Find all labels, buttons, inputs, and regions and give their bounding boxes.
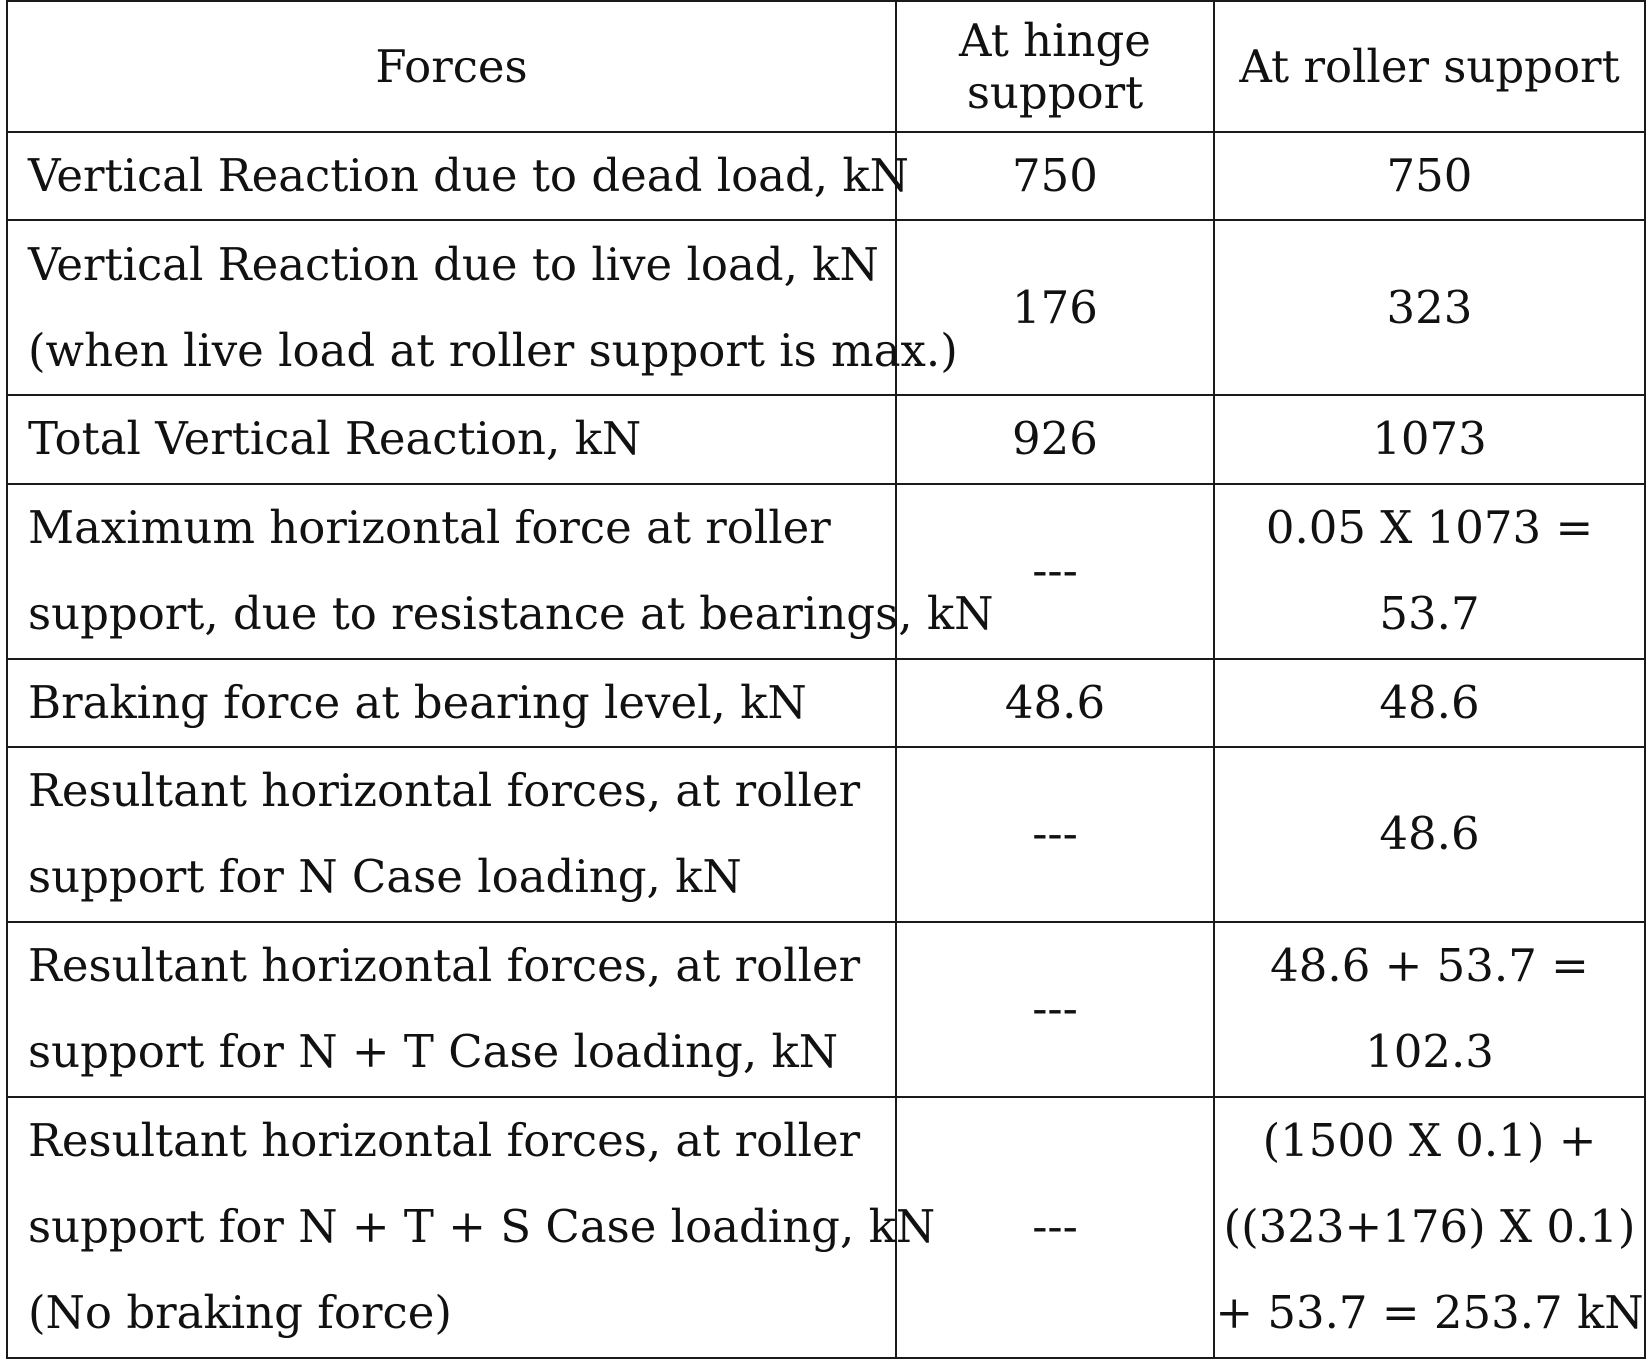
- table-row: [7, 220, 1645, 395]
- header-hinge-line-1: At hinge: [959, 13, 1151, 67]
- force-label-cell: [7, 1097, 936, 1358]
- header-row: [7, 1, 1645, 132]
- force-label: support for N + T Case loading, kN: [28, 1025, 839, 1079]
- table-row: [7, 1097, 1645, 1358]
- force-label: support for N + T + S Case loading, kN: [28, 1200, 936, 1254]
- roller-value-cell: [1214, 220, 1645, 395]
- force-label-cell: [7, 659, 896, 747]
- roller-value: 102.3: [1365, 1025, 1494, 1079]
- table-header: [7, 1, 1645, 132]
- force-label: Resultant horizontal forces, at roller: [28, 939, 861, 993]
- hinge-value-cell: [896, 922, 1214, 1097]
- hinge-value-cell: [896, 659, 1214, 747]
- roller-value: 53.7: [1379, 587, 1480, 641]
- roller-value: 750: [1386, 149, 1473, 203]
- header-forces: [7, 1, 896, 132]
- roller-value: + 53.7 = 253.7 kN: [1215, 1286, 1644, 1340]
- force-label-cell: [7, 395, 896, 483]
- roller-value-cell: [1214, 747, 1645, 922]
- header-hinge-support: [896, 1, 1214, 132]
- roller-value: (1500 X 0.1) +: [1262, 1114, 1597, 1168]
- hinge-value: 48.6: [1004, 675, 1106, 729]
- force-label-note: (when live load at roller support is max.): [28, 323, 958, 377]
- hinge-value: 750: [1012, 149, 1098, 203]
- hinge-value: 176: [1012, 280, 1098, 334]
- force-label-cell: [7, 747, 896, 922]
- hinge-value-cell: [896, 132, 1214, 220]
- force-label: Resultant horizontal forces, at roller: [28, 1114, 861, 1168]
- table-row: [7, 132, 1645, 220]
- hinge-value-cell: [896, 747, 1214, 922]
- force-label-note: (No braking force): [28, 1286, 452, 1340]
- header-roller-support: [1214, 1, 1645, 132]
- force-label: support, due to resistance at bearings, kN: [28, 587, 994, 641]
- forces-table: [6, 0, 1646, 1359]
- force-label-cell: [7, 484, 994, 659]
- force-label-cell: [7, 220, 958, 395]
- roller-value: 48.6 + 53.7 =: [1270, 939, 1589, 993]
- force-label: Braking force at bearing level, kN: [28, 675, 807, 729]
- roller-value-cell: [1214, 484, 1645, 659]
- roller-value: ((323+176) X 0.1): [1223, 1200, 1636, 1254]
- table-row: [7, 747, 1645, 922]
- roller-value-cell: [1214, 922, 1645, 1097]
- force-label: Maximum horizontal force at roller: [28, 501, 831, 555]
- roller-value: 1073: [1372, 412, 1487, 466]
- roller-value-cell: [1214, 132, 1645, 220]
- force-label-cell: [7, 132, 910, 220]
- force-label: support for N Case loading, kN: [28, 850, 742, 904]
- roller-value: 0.05 X 1073 =: [1265, 501, 1594, 555]
- roller-value-cell: [1214, 1097, 1645, 1358]
- table-row: [7, 659, 1645, 747]
- table-body: [7, 132, 1645, 1358]
- force-label: Vertical Reaction due to live load, kN: [28, 237, 879, 291]
- roller-value-cell: [1214, 395, 1645, 483]
- header-forces-text: Forces: [375, 39, 528, 93]
- table-row: [7, 484, 1645, 659]
- hinge-value-cell: [896, 395, 1214, 483]
- roller-value: 323: [1386, 280, 1473, 334]
- force-label: Resultant horizontal forces, at roller: [28, 764, 861, 818]
- force-label-cell: [7, 922, 896, 1097]
- hinge-value: ---: [1032, 544, 1078, 598]
- force-label: Total Vertical Reaction, kN: [28, 412, 642, 466]
- roller-value-cell: [1214, 659, 1645, 747]
- hinge-value-cell: [896, 1097, 1214, 1358]
- header-roller-text: At roller support: [1239, 39, 1620, 93]
- hinge-value: ---: [1032, 1200, 1078, 1254]
- table-row: [7, 922, 1645, 1097]
- table-row: [7, 395, 1645, 483]
- hinge-value: 926: [1012, 412, 1098, 466]
- hinge-value: ---: [1032, 982, 1078, 1036]
- hinge-value: ---: [1032, 807, 1078, 861]
- force-label: Vertical Reaction due to dead load, kN: [28, 149, 910, 203]
- roller-value: 48.6: [1379, 807, 1480, 861]
- header-hinge-line-2: support: [966, 65, 1144, 119]
- roller-value: 48.6: [1379, 675, 1480, 729]
